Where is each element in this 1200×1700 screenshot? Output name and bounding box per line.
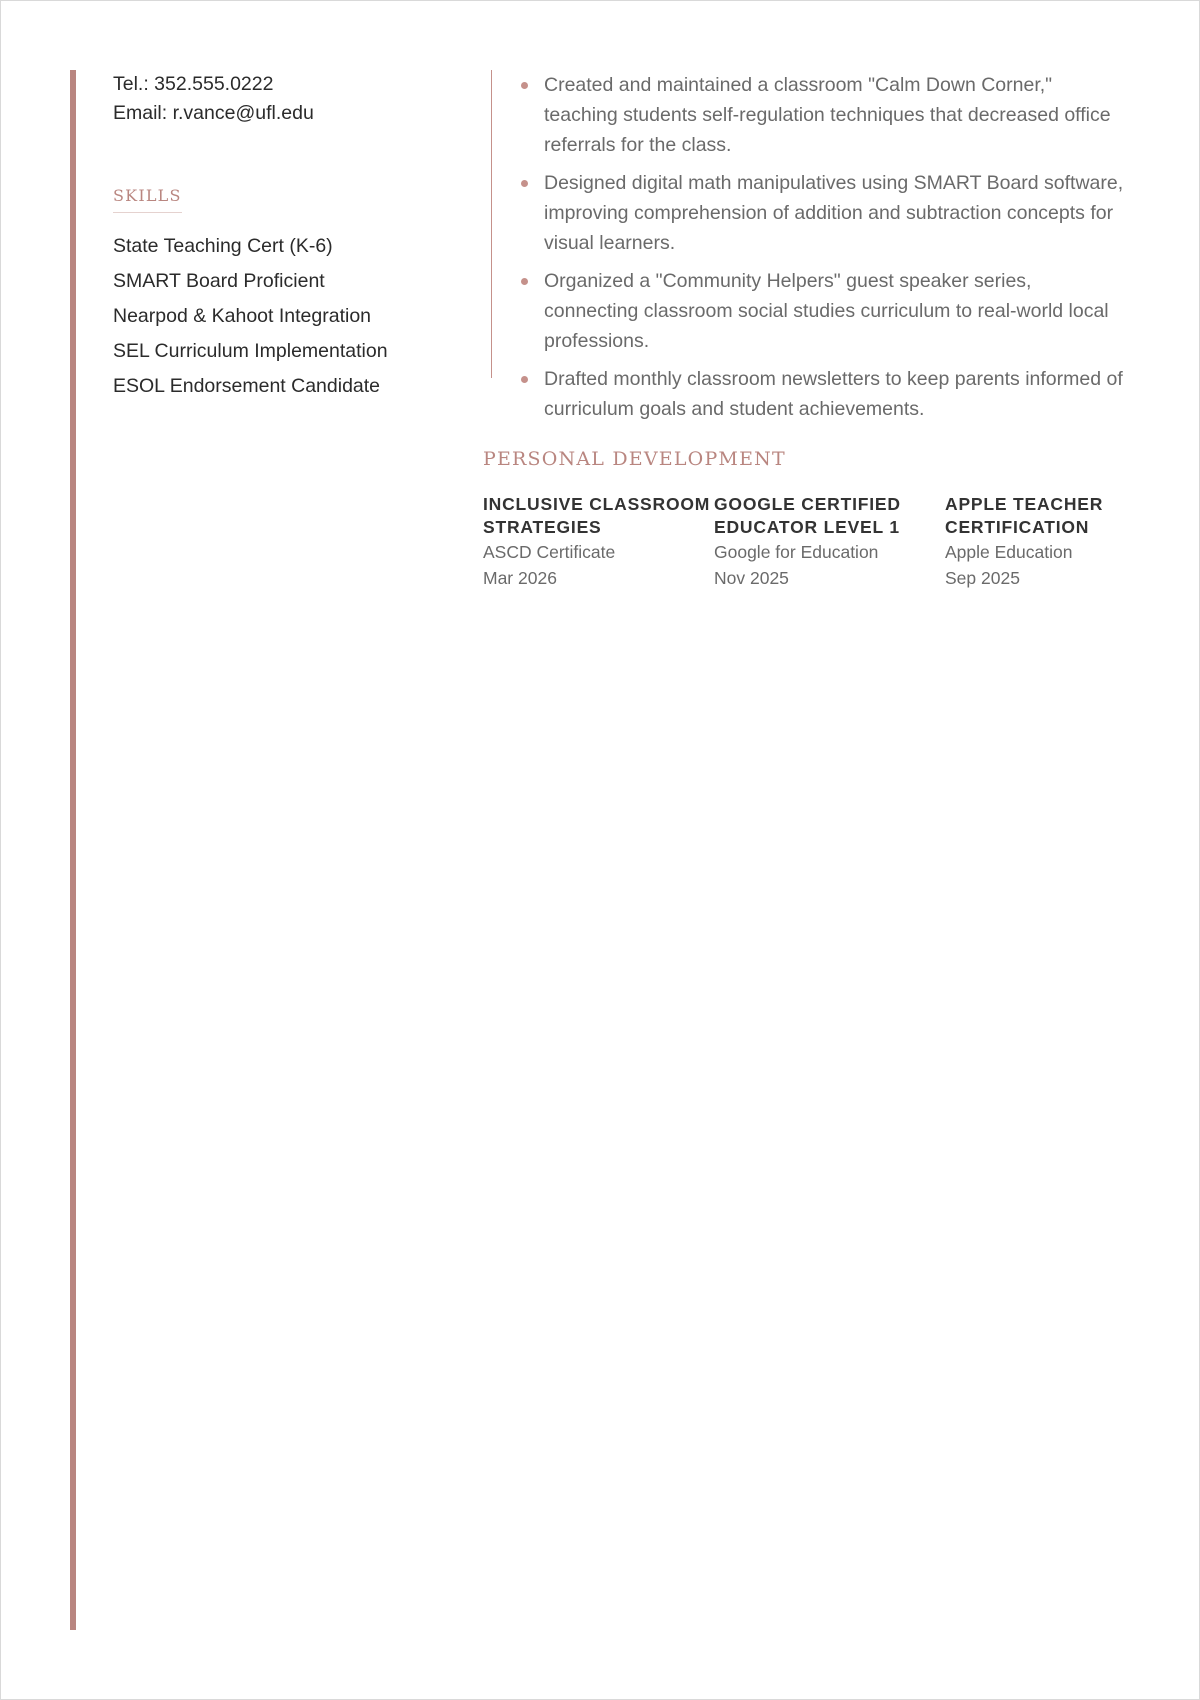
certification-title: INCLUSIVE CLASSROOM STRATEGIES xyxy=(483,494,711,537)
certification-item xyxy=(483,493,714,591)
experience-bullet xyxy=(520,364,1130,424)
certification-issuer: ASCD Certificate xyxy=(483,542,616,562)
bullet-text: Created and maintained a classroom "Calm Down Corner," teaching students self-regulation techniques that decreased office referrals for the class. xyxy=(544,74,1111,156)
email-text: Email: r.vance@ufl.edu xyxy=(113,102,314,124)
certifications-row xyxy=(483,493,1183,591)
experience-bullets xyxy=(520,70,1130,432)
experience-bullet xyxy=(520,70,1130,160)
bullet-dot-icon xyxy=(521,180,528,187)
certification-issuer: Google for Education xyxy=(714,542,879,562)
skills-heading: SKILLS xyxy=(113,186,182,213)
bullet-text: Drafted monthly classroom newsletters to keep parents informed of curriculum goals and student achievements. xyxy=(544,368,1123,420)
certification-date: Nov 2025 xyxy=(714,568,789,588)
phone-text: Tel.: 352.555.0222 xyxy=(113,73,274,95)
certification-date: Sep 2025 xyxy=(945,568,1020,588)
skills-list xyxy=(113,229,473,404)
experience-bullet xyxy=(520,168,1130,258)
skill-item: State Teaching Cert (K-6) xyxy=(113,235,333,257)
bullet-dot-icon xyxy=(521,376,528,383)
bullet-dot-icon xyxy=(521,82,528,89)
skill-item: SEL Curriculum Implementation xyxy=(113,340,388,362)
certification-title: GOOGLE CERTIFIED EDUCATOR LEVEL 1 xyxy=(714,494,901,537)
certification-title: APPLE TEACHER CERTIFICATION xyxy=(945,494,1104,537)
bullet-dot-icon xyxy=(521,278,528,285)
skill-item: ESOL Endorsement Candidate xyxy=(113,375,381,397)
certification-item xyxy=(945,493,1176,591)
skill-item: SMART Board Proficient xyxy=(113,270,325,292)
skill-item: Nearpod & Kahoot Integration xyxy=(113,305,372,327)
left-accent-bar xyxy=(70,70,76,1630)
certification-issuer: Apple Education xyxy=(945,542,1073,562)
bullet-text: Designed digital math manipulatives using SMART Board software, improving comprehension of addition and subtraction concepts for visual learners. xyxy=(544,172,1124,254)
experience-bullet xyxy=(520,266,1130,356)
certification-item xyxy=(714,493,945,591)
left-column xyxy=(113,70,473,404)
personal-development-heading: PERSONAL DEVELOPMENT xyxy=(483,448,786,470)
column-divider xyxy=(491,70,492,378)
certification-date: Mar 2026 xyxy=(483,568,557,588)
bullet-text: Organized a "Community Helpers" guest speaker series, connecting classroom social studies curriculum to real-world local professions. xyxy=(544,270,1109,352)
